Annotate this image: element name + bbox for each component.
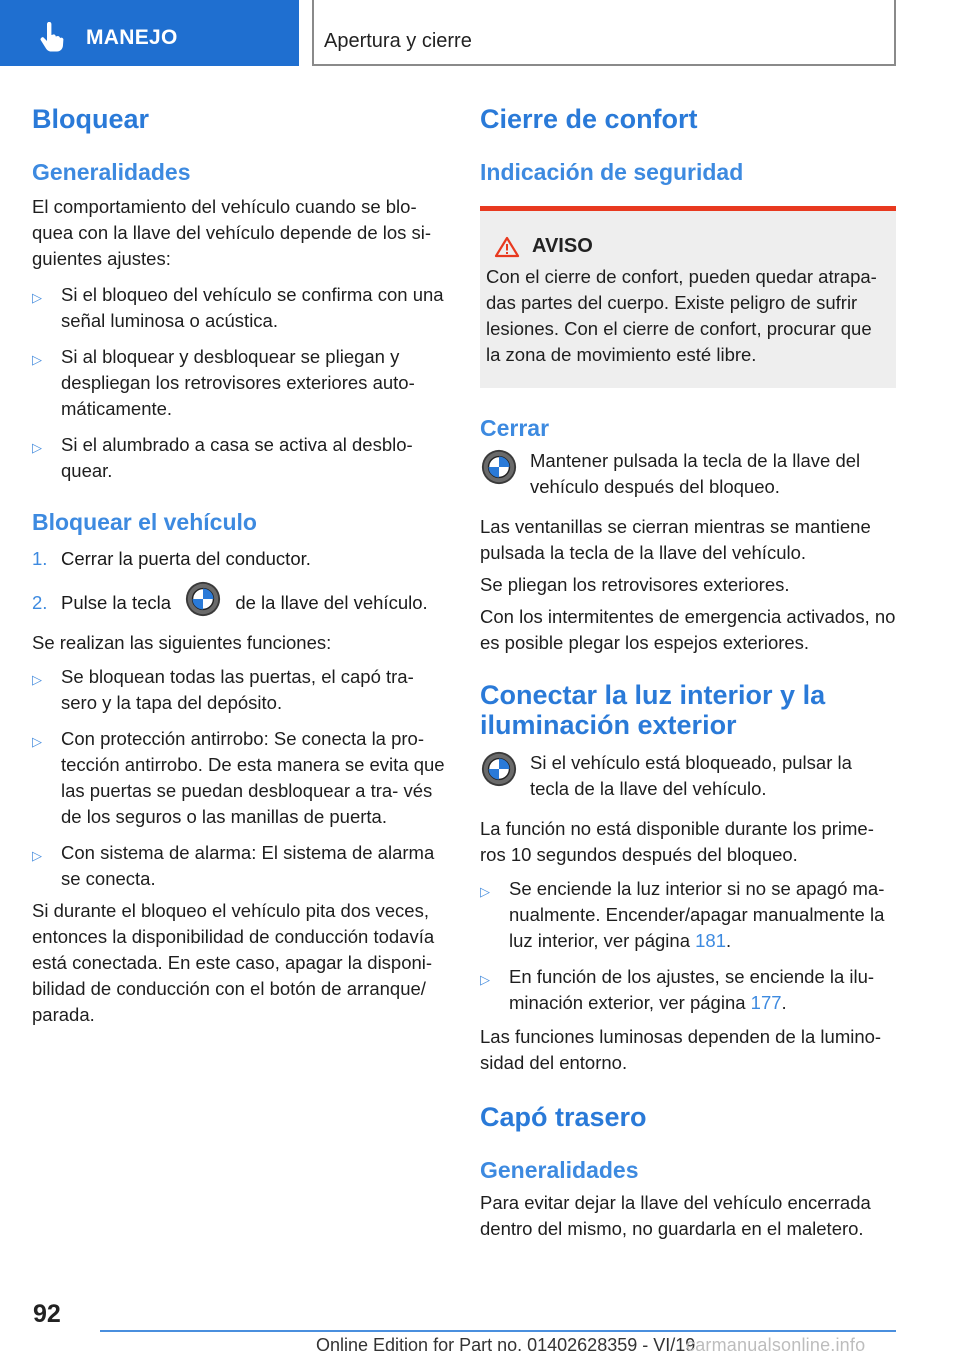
section-title: MANEJO — [86, 26, 178, 49]
heading-luz-interior: Conectar la luz interior y la iluminación exterior — [480, 680, 826, 740]
cerrar-p1: Las ventanillas se cierran mientras se mantiene pulsada la tecla de la llave del vehículo. — [480, 516, 871, 563]
luz-p1: La función no está disponible durante los prime‐ ros 10 segundos después del bloqueo. — [480, 818, 874, 865]
left-column — [32, 100, 448, 1028]
chapter-title: Apertura y cierre — [324, 30, 472, 52]
functions-intro: Se realizan las siguientes funciones: — [32, 632, 332, 654]
closing-paragraph: Si durante el bloqueo el vehículo pita dos veces, entonces la disponibilidad de conducción todavía está conectada. En este caso, apagar la disponi‐ bilidad de conducción con el botón de arranque/ parada. — [32, 900, 435, 1026]
list-item: ▷ Se enciende la luz interior si no se apagó ma‐ nualmente. Encender/apagar manualmente la luz interior, ver página 181. — [480, 878, 885, 951]
right-column — [480, 100, 896, 1242]
cerrar-p2: Se pliegan los retrovisores exteriores. — [480, 574, 790, 595]
page-link[interactable]: 177 — [750, 992, 782, 1013]
list-item: ▷ Si el alumbrado a casa se activa al desblo‐ quear. — [32, 434, 413, 481]
triangle-bullet-icon: ▷ — [32, 352, 42, 367]
warning-triangle-icon — [494, 236, 520, 258]
edition-text: Online Edition for Part no. 01402628359 - VI/19 — [316, 1335, 696, 1355]
luz-p2: Las funciones luminosas dependen de la lumino‐ sidad del entorno. — [480, 1026, 882, 1073]
triangle-bullet-icon: ▷ — [32, 734, 42, 750]
triangle-bullet-icon: ▷ — [480, 972, 490, 987]
heading-bloquear: Bloquear — [32, 104, 150, 134]
page-link[interactable]: 181 — [695, 930, 727, 951]
triangle-bullet-icon: ▷ — [32, 290, 42, 305]
heading-bloquear-vehiculo: Bloquear el vehículo — [32, 509, 257, 535]
numbered-step: 1. Cerrar la puerta del conductor. — [32, 548, 311, 569]
footer-divider — [100, 1330, 896, 1332]
heading-generalidades: Generalidades — [32, 159, 191, 185]
heading-indicacion-seguridad: Indicación de seguridad — [480, 159, 744, 185]
warning-title: AVISO — [494, 235, 890, 258]
warning-text: Con el cierre de confort, pueden quedar atrapa‐ das partes del cuerpo. Existe peligro de sufrir lesiones. Con el cierre de confort, procurar que la zona de movimiento esté libre. — [486, 266, 877, 365]
list-item: ▷ Si al bloquear y desbloquear se pliegan y despliegan los retrovisores exteriores auto‐ máticamente. — [32, 346, 415, 419]
watermark: carmanualsonline.info — [686, 1335, 866, 1355]
heading-capo-trasero: Capó trasero — [480, 1102, 647, 1132]
heading-cierre-confort: Cierre de confort — [480, 104, 698, 134]
luz-instruction: Si el vehículo está bloqueado, pulsar la tecla de la llave del vehículo. — [480, 750, 896, 802]
list-item: ▷ Con sistema de alarma: El sistema de alarma se conecta. — [32, 842, 435, 890]
page-number: 92 — [33, 1300, 61, 1328]
numbered-step: 2. Pulse la tecla de la llave del vehículo. — [32, 590, 448, 618]
section-tab — [0, 0, 299, 66]
heading-capo-generalidades: Generalidades — [480, 1157, 639, 1183]
cerrar-p3: Con los intermitentes de emergencia activados, no es posible plegar los espejos exteriores. — [480, 606, 896, 653]
hand-pointer-icon — [38, 22, 64, 52]
list-item: ▷ Se bloquean todas las puertas, el capó tra‐ sero y la tapa del depósito. — [32, 666, 414, 714]
warning-box — [480, 206, 896, 388]
capo-p1: Para evitar dejar la llave del vehículo encerrada dentro del mismo, no guardarla en el maletero. — [480, 1192, 871, 1239]
key-lock-button-icon — [480, 448, 518, 486]
key-lock-button-icon — [480, 750, 518, 788]
generalidades-intro: El comportamiento del vehículo cuando se blo‐ quea con la llave del vehículo depende de los si‐ guientes ajustes: — [32, 196, 432, 269]
list-item: ▷ En función de los ajustes, se enciende la ilu‐ minación exterior, ver página 177. — [480, 966, 875, 1013]
list-item: ▷ Con protección antirrobo: Se conecta la pro‐ tección antirrobo. De esta manera se evita que las puertas se puedan desbloquear a tra‐ vés de los seguros o las manillas de puerta. — [32, 728, 445, 828]
triangle-bullet-icon: ▷ — [480, 884, 490, 899]
cerrar-instruction: Mantener pulsada la tecla de la llave del vehículo después del bloqueo. — [480, 448, 896, 500]
key-lock-button-icon — [184, 580, 222, 618]
list-item: ▷ Si el bloqueo del vehículo se confirma con una señal luminosa o acústica. — [32, 284, 444, 331]
triangle-bullet-icon: ▷ — [32, 672, 42, 688]
triangle-bullet-icon: ▷ — [32, 848, 42, 864]
heading-cerrar: Cerrar — [480, 415, 550, 441]
triangle-bullet-icon: ▷ — [32, 440, 42, 455]
